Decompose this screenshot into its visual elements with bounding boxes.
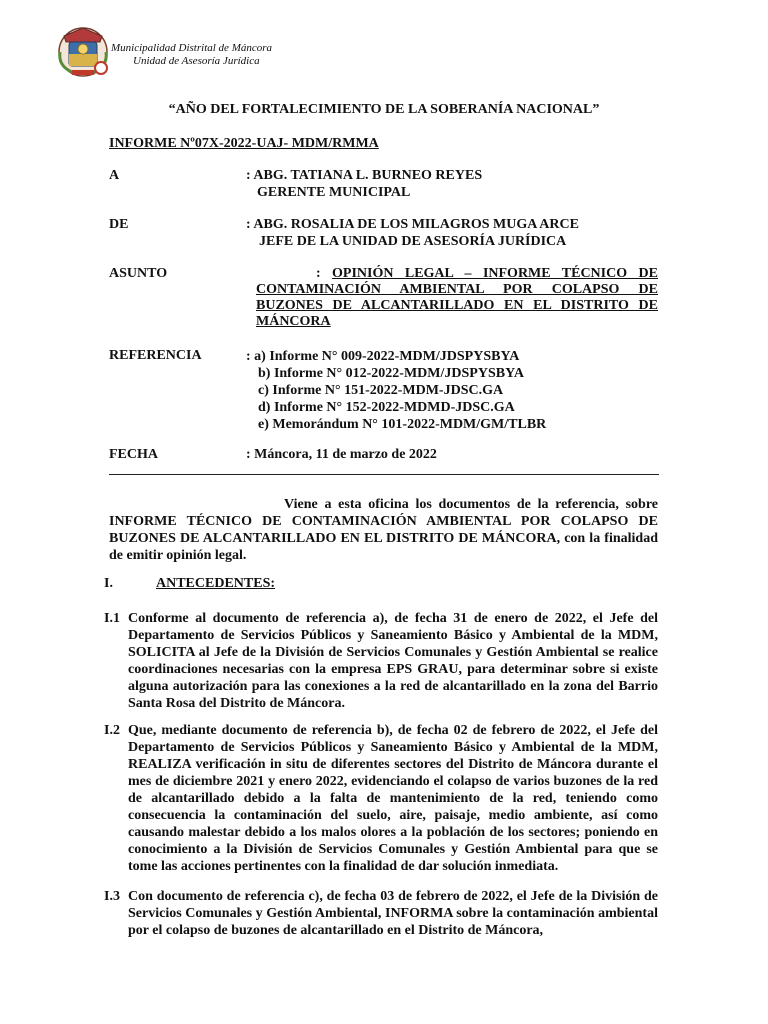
municipality-name: Municipalidad Distrital de Máncora bbox=[111, 42, 273, 54]
paragraph-number: I.1 bbox=[104, 611, 120, 626]
to-name: : ABG. TATIANA L. BURNEO REYES bbox=[246, 168, 483, 183]
paragraph-number: I.2 bbox=[104, 723, 120, 738]
subject-line-1: OPINIÓN LEGAL – INFORME TÉCNICO DE bbox=[332, 266, 658, 281]
paragraph-text: Conforme al documento de referencia a), de fecha 31 de enero de 2022, el Jefe del Departamento de Servicios Públicos y Saneamiento Básico y Ambiental de la MDM, SOLICITA al Jefe de la División de Servicios Comunales y Gestión Ambiental se realice coordinaciones necesarias con la empresa EPS GRAU, para determinar sobre si existe alguna autorización para las conexiones a la red de alcantarillado en la zona del Barrio Santa Rosa del Distrito de Máncora. bbox=[128, 611, 658, 711]
to-label: A bbox=[109, 168, 120, 183]
section-number: I. bbox=[104, 576, 113, 591]
year-motto: “AÑO DEL FORTALECIMIENTO DE LA SOBERANÍA NACIONAL” bbox=[168, 102, 600, 117]
unit-name: Unidad de Asesoría Jurídica bbox=[133, 55, 260, 67]
municipal-crest-icon bbox=[54, 22, 112, 80]
subject-line-2: CONTAMINACIÓN AMBIENTAL POR COLAPSO DE bbox=[256, 282, 658, 297]
subject-label: ASUNTO bbox=[109, 266, 168, 281]
paragraph-text: Que, mediante documento de referencia b), de fecha 02 de febrero de 2022, el Jefe del Departamento de Servicios Públicos y Saneamiento Básico y Ambiental de la MDM, REALIZA verificación in situ de diferentes sectores del Distrito de Máncora durante el mes de diciembre 2021 y enero 2022, evidenciando el colapso de varios buzones de la red de alcantarillado debido a la falta de mantenimiento de la red, teniendo como consecuencia la contaminación del suelo, aire, paisaje, medio ambiente, así como causando malestar debido a los malos olores a la población de los sectores; poniendo en conocimiento a la División de Servicios Comunales y Gestión Ambiental para que se tome las acciones pertinentes con la finalidad de dar solución inmediata. bbox=[128, 723, 658, 874]
reference-item: e) Memorándum N° 101-2022-MDM/GM/TLBR bbox=[258, 417, 547, 432]
reference-item: : a) Informe N° 009-2022-MDM/JDSPYSBYA bbox=[246, 349, 520, 364]
header-divider bbox=[109, 474, 659, 475]
subject-text bbox=[256, 266, 658, 330]
date-label: FECHA bbox=[109, 447, 158, 462]
reference-item: b) Informe N° 012-2022-MDM/JDSPYSBYA bbox=[258, 366, 525, 381]
paragraph-i3 bbox=[104, 888, 658, 939]
paragraph-text: Con documento de referencia c), de fecha 03 de febrero de 2022, el Jefe de la División de Servicios Comunales y Gestión Ambiental, INFORMA sobre la contaminación ambiental por el colapso de buzones de alcantarillado en el Distrito de Máncora, bbox=[128, 889, 658, 938]
to-position: GERENTE MUNICIPAL bbox=[257, 185, 411, 200]
organization-header bbox=[111, 42, 272, 68]
intro-lead: Viene a esta oficina los documentos de la referencia, sobre bbox=[284, 497, 658, 512]
date-value: : Máncora, 11 de marzo de 2022 bbox=[246, 447, 437, 462]
subject-line-3: BUZONES DE ALCANTARILLADO EN EL DISTRITO DE bbox=[256, 298, 658, 313]
reference-label: REFERENCIA bbox=[109, 348, 202, 363]
subject-colon: : bbox=[316, 266, 321, 281]
intro-paragraph bbox=[109, 496, 658, 564]
paragraph-i1 bbox=[104, 610, 658, 712]
from-name: : ABG. ROSALIA DE LOS MILAGROS MUGA ARCE bbox=[246, 217, 579, 232]
paragraph-number: I.3 bbox=[104, 889, 120, 904]
reference-item: c) Informe N° 151-2022-MDM-JDSC.GA bbox=[258, 383, 504, 398]
section-title: ANTECEDENTES: bbox=[156, 576, 276, 591]
paragraph-i2 bbox=[104, 722, 658, 875]
intro-rest: INFORME TÉCNICO DE CONTAMINACIÓN AMBIENTAL POR COLAPSO DE BUZONES DE ALCANTARILLADO EN EL DISTRITO DE MÁNCORA, con la finalidad de emitir opinión legal. bbox=[109, 514, 658, 563]
from-label: DE bbox=[109, 217, 129, 232]
from-position: JEFE DE LA UNIDAD DE ASESORÍA JURÍDICA bbox=[259, 234, 567, 249]
section-heading bbox=[104, 576, 275, 592]
reference-item: d) Informe N° 152-2022-MDMD-JDSC.GA bbox=[258, 400, 515, 415]
report-number: INFORME Nº07X-2022-UAJ- MDM/RMMA bbox=[109, 136, 379, 151]
reference-list bbox=[246, 348, 546, 433]
subject-line-4: MÁNCORA bbox=[256, 314, 331, 329]
